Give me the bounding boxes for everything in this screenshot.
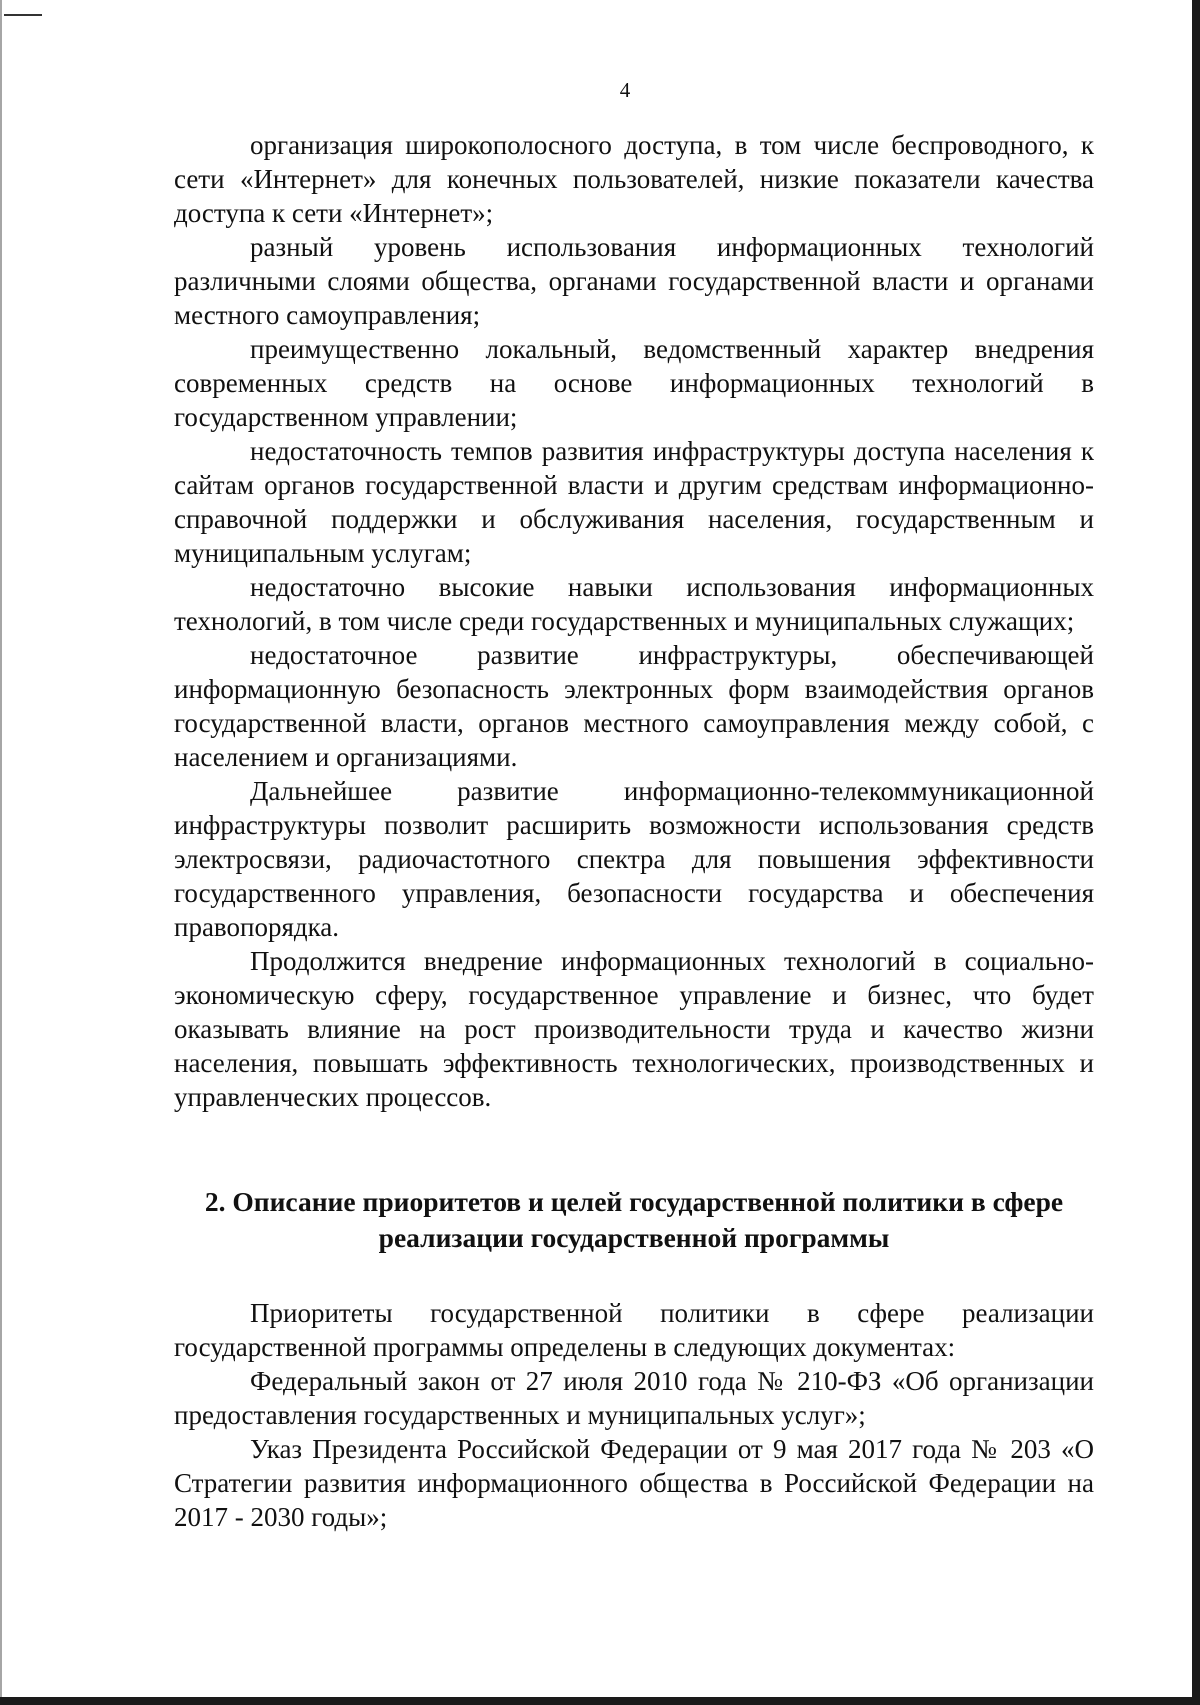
scan-mark (4, 14, 42, 16)
paragraph-broadband-access: организация широкополосного доступа, в том числе беспроводного, к сети «Интернет» для конечных пользователей, низкие показатели качества доступа к сети «Интернет»; (174, 130, 1094, 228)
paragraph-priorities: Приоритеты государственной политики в сфере реализации государственной программы определены в следующих документах: (174, 1298, 1094, 1362)
paragraph-local-implementation: преимущественно локальный, ведомственный характер внедрения современных средств на основе информационных технологий в государственном управлении; (174, 334, 1094, 432)
section-heading-line-1: 2. Описание приоритетов и целей государственной политики в сфере (204, 1186, 1064, 1217)
paragraph-infrastructure-pace: недостаточность темпов развития инфраструктуры доступа населения к сайтам органов государственной власти и другим средствам информационно-справочной поддержки и обслуживания населения, государственным и муниципальным услугам; (174, 436, 1094, 568)
document-body (174, 128, 1094, 1534)
scan-edge-bottom (0, 1697, 1200, 1705)
paragraph-it-skills: недостаточно высокие навыки использования информационных технологий, в том числе среди государственных и муниципальных служащих; (174, 572, 1094, 636)
section-heading (174, 1184, 1094, 1256)
paragraph-further-development: Дальнейшее развитие информационно-телекоммуникационной инфраструктуры позволит расширить возможности использования средств электросвязи, радиочастотного спектра для повышения эффективности государственного управления, безопасности государства и обеспечения правопорядка. (174, 776, 1094, 942)
paragraph-presidential-decree: Указ Президента Российской Федерации от 9 мая 2017 года № 203 «О Стратегии развития информационного общества в Российской Федерации на 2017 - 2030 годы»; (174, 1434, 1094, 1532)
paragraph-federal-law: Федеральный закон от 27 июля 2010 года № 210-ФЗ «Об организации предоставления государственных и муниципальных услуг»; (174, 1366, 1094, 1430)
section-heading-line-2: реализации государственной программы (378, 1222, 890, 1253)
paragraph-security-infrastructure: недостаточное развитие инфраструктуры, обеспечивающей информационную безопасность электронных форм взаимодействия органов государственной власти, органов местного самоуправления между собой, с населением и организациями. (174, 640, 1094, 772)
paragraph-it-usage-level: разный уровень использования информационных технологий различными слоями общества, органами государственной власти и органами местного самоуправления; (174, 232, 1094, 330)
section-body (174, 1296, 1094, 1534)
paragraph-it-implementation: Продолжится внедрение информационных технологий в социально-экономическую сферу, государственное управление и бизнес, что будет оказывать влияние на рост производительности труда и качество жизни населения, повышать эффективность технологических, производственных и управленческих процессов. (174, 946, 1094, 1112)
page-number: 4 (619, 78, 631, 102)
scan-edge-left (0, 0, 2, 1705)
scan-edge-right (1192, 0, 1200, 1705)
